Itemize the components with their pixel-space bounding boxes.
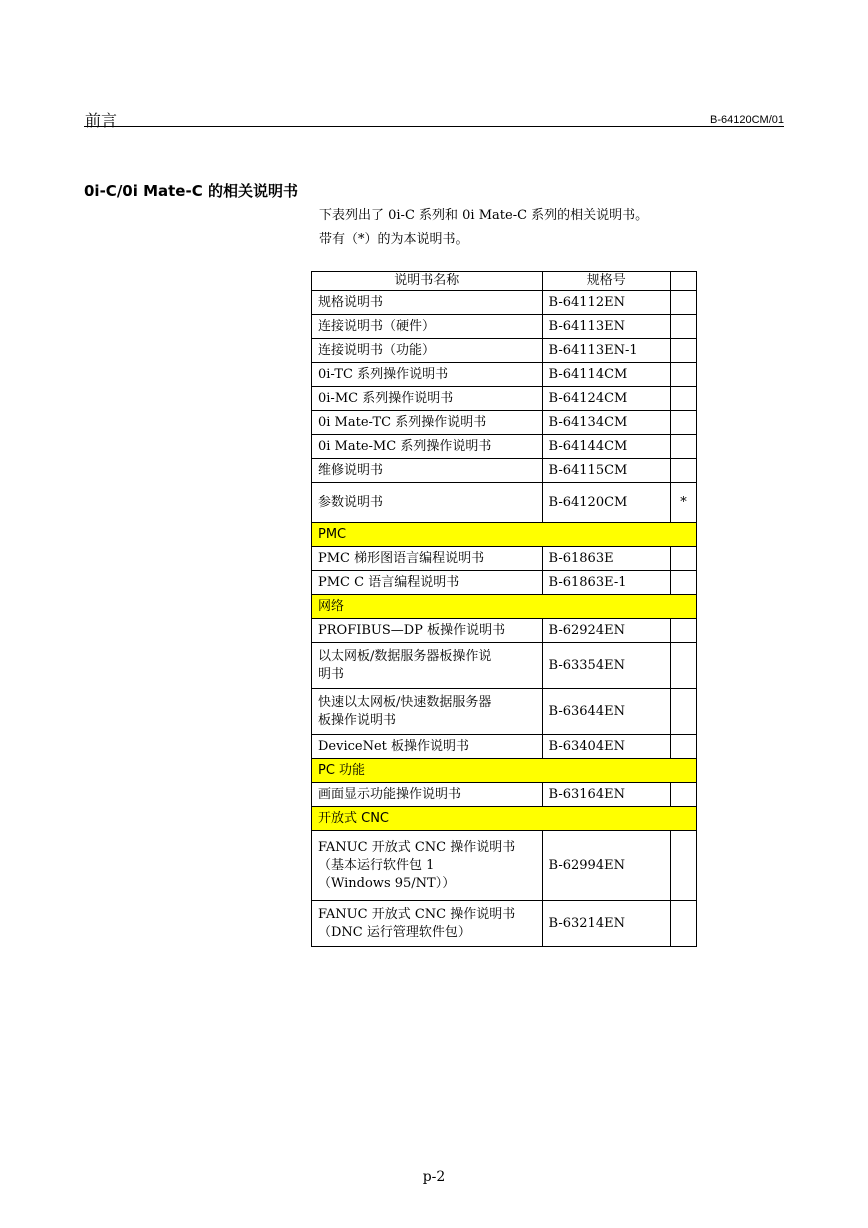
manual-mark — [671, 363, 697, 387]
header-rule — [84, 126, 784, 127]
category-row-pc-function — [312, 759, 697, 783]
manual-spec: B-64144CM — [542, 435, 671, 459]
table-row — [312, 547, 697, 571]
manual-spec: B-64114CM — [542, 363, 671, 387]
intro-text — [319, 204, 648, 252]
manual-mark — [671, 831, 697, 901]
manual-name: FANUC 开放式 CNC 操作说明书 （DNC 运行管理软件包） — [312, 901, 543, 947]
intro-line-2: 带有（*）的为本说明书。 — [319, 232, 469, 247]
table-row — [312, 831, 697, 901]
table-row — [312, 619, 697, 643]
header-document-code: B-64120CM/01 — [710, 114, 784, 126]
table-row — [312, 483, 697, 523]
manual-mark — [671, 571, 697, 595]
category-label: PMC — [312, 523, 697, 547]
table-row — [312, 339, 697, 363]
column-header-name: 说明书名称 — [312, 272, 543, 291]
column-header-mark — [671, 272, 697, 291]
manual-mark — [671, 387, 697, 411]
manual-spec: B-64115CM — [542, 459, 671, 483]
manual-mark — [671, 901, 697, 947]
table-row — [312, 783, 697, 807]
manual-name: PMC 梯形图语言编程说明书 — [312, 547, 543, 571]
manuals-table — [311, 271, 697, 947]
table-row — [312, 291, 697, 315]
intro-line-1: 下表列出了 0i-C 系列和 0i Mate-C 系列的相关说明书。 — [319, 208, 649, 223]
manual-name: 以太网板/数据服务器板操作说 明书 — [312, 643, 543, 689]
manual-mark — [671, 339, 697, 363]
manual-spec: B-61863E — [542, 547, 671, 571]
table-row — [312, 643, 697, 689]
table-row — [312, 315, 697, 339]
manual-mark — [671, 619, 697, 643]
manual-spec: B-64120CM — [542, 483, 671, 523]
category-row-network — [312, 595, 697, 619]
table-row — [312, 435, 697, 459]
manual-name: 规格说明书 — [312, 291, 543, 315]
manual-spec: B-63354EN — [542, 643, 671, 689]
table-row — [312, 689, 697, 735]
manual-name: 0i Mate-TC 系列操作说明书 — [312, 411, 543, 435]
section-title: 0i-C/0i Mate-C 的相关说明书 — [84, 182, 298, 200]
category-row-open-cnc — [312, 807, 697, 831]
manual-spec: B-61863E-1 — [542, 571, 671, 595]
manual-name: 维修说明书 — [312, 459, 543, 483]
manual-mark — [671, 547, 697, 571]
manual-name: PMC C 语言编程说明书 — [312, 571, 543, 595]
manual-spec: B-64112EN — [542, 291, 671, 315]
header-chapter-title: 前言 — [85, 111, 118, 130]
manual-mark — [671, 643, 697, 689]
manual-name: PROFIBUS—DP 板操作说明书 — [312, 619, 543, 643]
table-row — [312, 411, 697, 435]
manual-name: 连接说明书（硬件） — [312, 315, 543, 339]
table-row — [312, 901, 697, 947]
manual-name: FANUC 开放式 CNC 操作说明书 （基本运行软件包 1 （Windows 95/NT）） — [312, 831, 543, 901]
manual-name: 0i-TC 系列操作说明书 — [312, 363, 543, 387]
manual-name: 0i-MC 系列操作说明书 — [312, 387, 543, 411]
manual-spec: B-64113EN — [542, 315, 671, 339]
page-number: p-2 — [422, 1169, 446, 1185]
manual-mark — [671, 291, 697, 315]
manual-spec: B-63164EN — [542, 783, 671, 807]
table-row — [312, 571, 697, 595]
manual-name: 参数说明书 — [312, 483, 543, 523]
manual-mark — [671, 411, 697, 435]
manual-spec: B-64124CM — [542, 387, 671, 411]
manual-mark: * — [671, 483, 697, 523]
manual-mark — [671, 689, 697, 735]
category-label: PC 功能 — [312, 759, 697, 783]
table-row — [312, 387, 697, 411]
manual-mark — [671, 435, 697, 459]
table-row — [312, 735, 697, 759]
category-label: 开放式 CNC — [312, 807, 697, 831]
manual-mark — [671, 735, 697, 759]
manual-spec: B-64113EN-1 — [542, 339, 671, 363]
manual-mark — [671, 315, 697, 339]
table-header-row — [312, 272, 697, 291]
manual-spec: B-62924EN — [542, 619, 671, 643]
manual-spec: B-63404EN — [542, 735, 671, 759]
manual-name: 连接说明书（功能） — [312, 339, 543, 363]
manual-name: 画面显示功能操作说明书 — [312, 783, 543, 807]
manual-mark — [671, 459, 697, 483]
manual-spec: B-62994EN — [542, 831, 671, 901]
table-row — [312, 363, 697, 387]
category-row-pmc — [312, 523, 697, 547]
manual-name: 0i Mate-MC 系列操作说明书 — [312, 435, 543, 459]
column-header-spec: 规格号 — [542, 272, 671, 291]
manual-spec: B-63644EN — [542, 689, 671, 735]
category-label: 网络 — [312, 595, 697, 619]
manual-name: DeviceNet 板操作说明书 — [312, 735, 543, 759]
manual-spec: B-64134CM — [542, 411, 671, 435]
manual-name: 快速以太网板/快速数据服务器 板操作说明书 — [312, 689, 543, 735]
manual-spec: B-63214EN — [542, 901, 671, 947]
manual-mark — [671, 783, 697, 807]
table-row — [312, 459, 697, 483]
